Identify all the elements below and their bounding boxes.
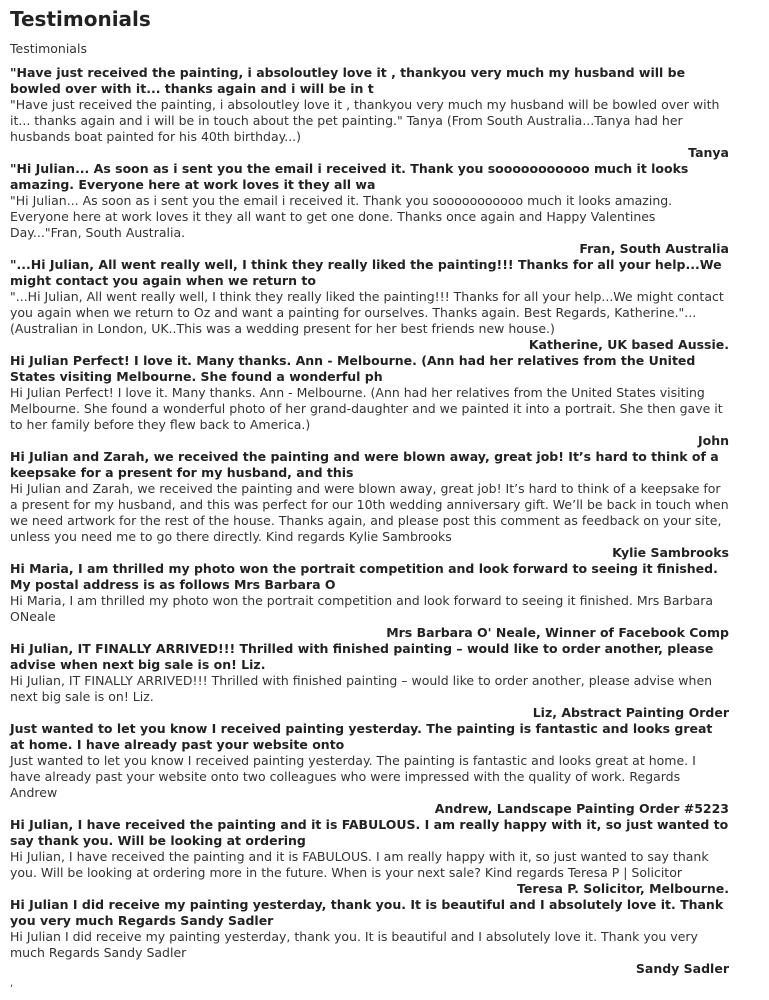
page-subtitle: Testimonials — [10, 41, 87, 56]
testimonial-title: "Have just received the painting, i absoloutley love it , thankyou very much my husband will be bowled over with it... thanks again and i will be in t — [10, 65, 686, 96]
testimonial-title: "Hi Julian... As soon as i sent you the email i received it. Thank you sooooooooooo much it looks amazing. Everyone here at work loves it they all wa — [10, 161, 689, 192]
testimonial-body: Just wanted to let you know I received painting yesterday. The painting is fantastic and looks great at home. I have already past your website onto two colleagues who were impressed with the quality of work. Regards Andrew — [10, 753, 696, 800]
testimonial-item — [10, 449, 729, 561]
testimonial-body: Hi Maria, I am thrilled my photo won the portrait competition and look forward to seeing it finished. Mrs Barbara ONeale — [10, 593, 714, 624]
testimonial-item — [10, 897, 729, 977]
testimonial-body: "Have just received the painting, i absoloutley love it , thankyou very much my husband will be bowled over with it... thanks again and i will be in touch about the pet painting." Tanya (From South Australia...Tanya had her husbands boat painted for his 40th birthday...) — [10, 97, 720, 144]
testimonial-author: Sandy Sadler — [635, 961, 729, 976]
testimonial-item — [10, 641, 729, 721]
testimonial-title: Hi Julian, I have received the painting and it is FABULOUS. I am really happy with it, so just wanted to say thank you. Will be looking at ordering — [10, 817, 729, 848]
testimonial-author: Andrew, Landscape Painting Order #5223 — [434, 801, 729, 816]
testimonial-title: Hi Julian and Zarah, we received the painting and were blown away, great job! It’s hard to think of a keepsake for a present for my husband, and this — [10, 449, 719, 480]
testimonial-item — [10, 817, 729, 897]
testimonial-title: "...Hi Julian, All went really well, I think they really liked the painting!!! Thanks for all your help...We might contact you again when we return to — [10, 257, 722, 288]
testimonial-body: Hi Julian, IT FINALLY ARRIVED!!! Thrilled with finished painting – would like to order another, please advise when next big sale is on! Liz. — [10, 673, 713, 704]
testimonial-author: Liz, Abstract Painting Order — [532, 705, 729, 720]
testimonial-title: Just wanted to let you know I received painting yesterday. The painting is fantastic and looks great at home. I have already past your website onto — [10, 721, 713, 752]
testimonial-title: Hi Maria, I am thrilled my photo won the portrait competition and look forward to seeing it finished. My postal address is as follows Mrs Barbara O — [10, 561, 718, 592]
testimonial-title: Hi Julian I did receive my painting yesterday, thank you. It is beautiful and I absolutely love it. Thank you very much Regards Sandy Sadler — [10, 897, 724, 928]
testimonial-author: Tanya — [688, 145, 729, 160]
testimonial-author: Katherine, UK based Aussie. — [528, 337, 729, 352]
testimonial-body: Hi Julian and Zarah, we received the painting and were blown away, great job! It’s hard to think of a keepsake for a present for my husband, and this was perfect for our 10th wedding anniversary gift. We’ll be back in touch when we need artwork for the rest of the house. Thanks again, and please post this comment as feedback on your site, unless you need me to go there directly. Kind regards Kylie Sambrooks — [10, 481, 729, 544]
testimonial-author: Teresa P. Solicitor, Melbourne. — [517, 881, 729, 896]
testimonial-body: Hi Julian, I have received the painting and it is FABULOUS. I am really happy with it, so just wanted to say thank you. Will be looking at ordering more in the future. When is your next sale? Kind regards Teresa P | Solicitor — [10, 849, 709, 880]
page-heading: Testimonials — [10, 7, 151, 31]
testimonial-item — [10, 561, 729, 641]
testimonial-body: "...Hi Julian, All went really well, I think they really liked the painting!!! Thanks for all your help...We might contact you again when we return to Oz and want a painting for ourselves. Thanks again. Best Regards, Katherine."...(Australian in London, UK..This was a wedding present for her best friends new house.) — [10, 289, 724, 336]
testimonial-item — [10, 353, 729, 449]
testimonial-title: Hi Julian, IT FINALLY ARRIVED!!! Thrilled with finished painting – would like to order another, please advise when next big sale is on! Liz. — [10, 641, 714, 672]
testimonial-item — [10, 65, 729, 161]
testimonial-item — [10, 257, 729, 353]
testimonial-author: John — [697, 433, 729, 448]
testimonial-item — [10, 721, 729, 817]
testimonial-author: Kylie Sambrooks — [612, 545, 729, 560]
trailing-mark: , — [10, 978, 14, 989]
testimonial-body: Hi Julian Perfect! I love it. Many thanks. Ann - Melbourne. (Ann had her relatives from the United States visiting Melbourne. She found a wonderful photo of her grand-daughter and we painted it into a portrait. She then gave it to her family before they flew back to America.) — [10, 385, 723, 432]
testimonial-title: Hi Julian Perfect! I love it. Many thanks. Ann - Melbourne. (Ann had her relatives from the United States visiting Melbourne. She found a wonderful ph — [10, 353, 696, 384]
testimonial-body: Hi Julian I did receive my painting yesterday, thank you. It is beautiful and I absolutely love it. Thank you very much Regards Sandy Sadler — [10, 929, 698, 960]
testimonial-author: Fran, South Australia — [579, 241, 729, 256]
testimonial-author: Mrs Barbara O' Neale, Winner of Facebook Comp — [386, 625, 729, 640]
testimonial-item — [10, 161, 729, 257]
testimonial-body: "Hi Julian... As soon as i sent you the email i received it. Thank you sooooooooooo much it looks amazing. Everyone here at work loves it they all want to get one done. Thanks once again and Happy Valentines Day..."Fran, South Australia. — [10, 193, 673, 240]
